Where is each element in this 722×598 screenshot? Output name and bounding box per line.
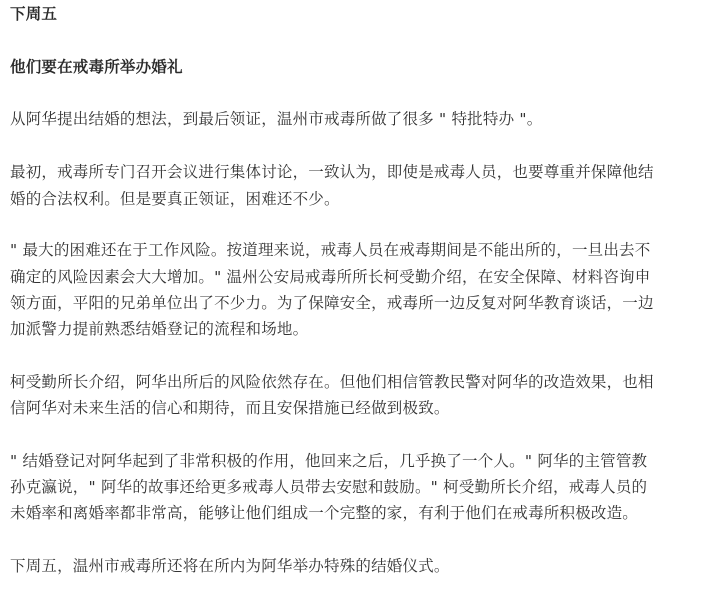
paragraph-6-line-1: 下周五，温州市戒毒所还将在所内为阿华举办特殊的结婚仪式。 (10, 557, 450, 575)
paragraph-3-line-1: " 最大的困难还在于工作风险。按道理来说，戒毒人员在戒毒期间是不能出所的，一旦出去不 (10, 241, 651, 259)
paragraph-3-line-2: 确定的风险因素会大大增加。" 温州公安局戒毒所所长柯受勤介绍，在安全保障、材料咨询申 (10, 268, 651, 286)
paragraph-1-line-1: 从阿华提出结婚的想法，到最后领证，温州市戒毒所做了很多 " 特批特办 "。 (10, 110, 543, 128)
paragraph-5-line-3: 未婚率和离婚率都非常高，能够让他们组成一个完整的家，有利于他们在戒毒所积极改造。 (10, 504, 639, 522)
paragraph-2-line-2: 婚的合法权利。但是要真正领证，困难还不少。 (10, 190, 340, 208)
paragraph-3-line-4: 加派警力提前熟悉结婚登记的流程和场地。 (10, 320, 309, 338)
heading-title: 他们要在戒毒所举办婚礼 (10, 58, 183, 76)
paragraph-3-line-3: 领方面，平阳的兄弟单位出了不少力。为了保障安全，戒毒所一边反复对阿华教育谈话，一边 (10, 294, 654, 312)
paragraph-5-line-2: 孙克瀛说，" 阿华的故事还给更多戒毒人员带去安慰和鼓励。" 柯受勤所长介绍，戒毒人员的 (10, 478, 648, 496)
paragraph-5-line-1: " 结婚登记对阿华起到了非常积极的作用，他回来之后，几乎换了一个人。" 阿华的主管管教 (10, 452, 648, 470)
paragraph-2-line-1: 最初，戒毒所专门召开会议进行集体讨论，一致认为，即使是戒毒人员，也要尊重并保障他结 (10, 163, 654, 181)
paragraph-4-line-1: 柯受勤所长介绍，阿华出所后的风险依然存在。但他们相信管教民警对阿华的改造效果，也相 (10, 373, 654, 391)
heading-day: 下周五 (10, 5, 58, 23)
paragraph-4-line-2: 信阿华对未来生活的信心和期待，而且安保措施已经做到极致。 (10, 399, 450, 417)
